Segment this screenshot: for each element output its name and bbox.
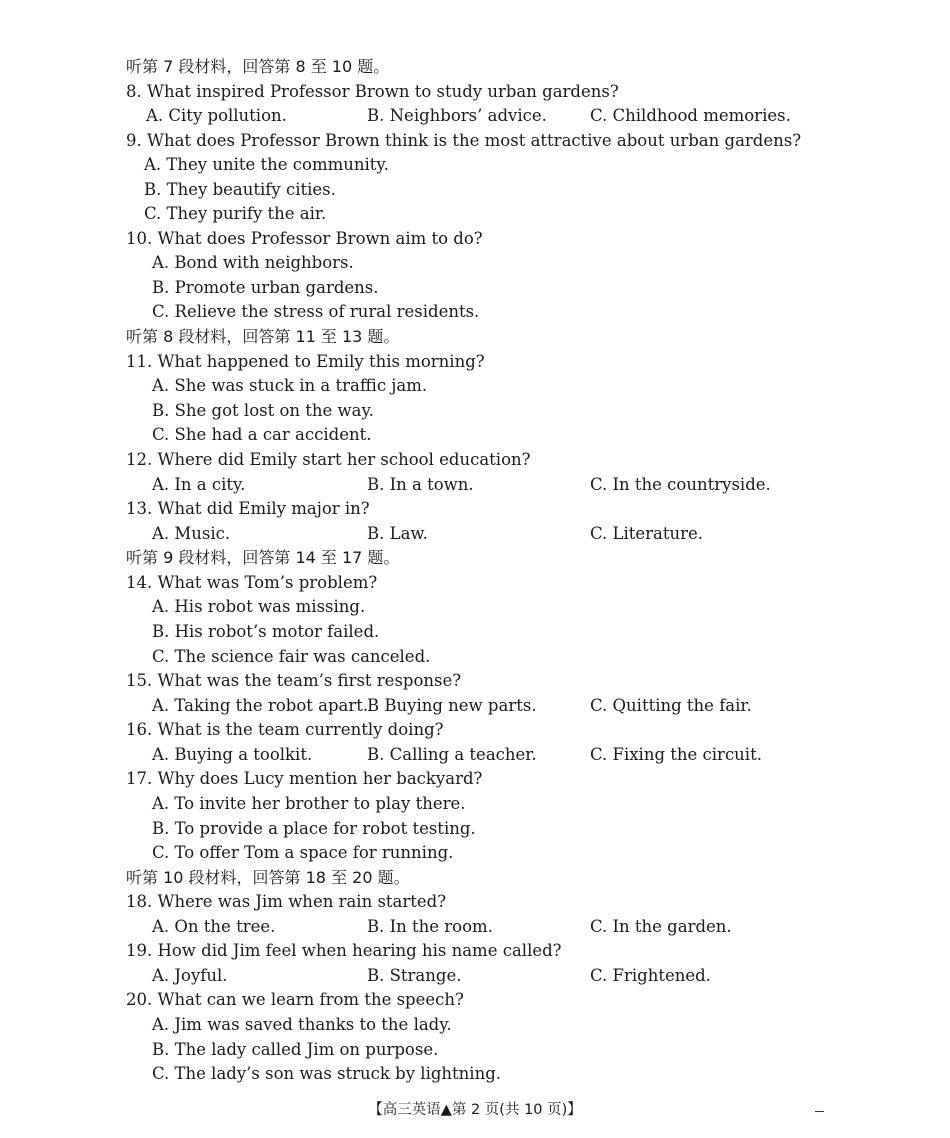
question-text: 20. What can we learn from the speech? (126, 990, 464, 1009)
option-a: A. Jim was saved thanks to the lady. (152, 1015, 452, 1034)
section-header: 听第 8 段材料，回答第 11 至 13 题。 (126, 327, 400, 346)
option-a: A. Taking the robot apart. (152, 696, 369, 715)
option-b: B. She got lost on the way. (152, 401, 374, 420)
option-b: B. To provide a place for robot testing. (152, 819, 476, 838)
question-text: 14. What was Tom’s problem? (126, 573, 378, 592)
option-c: C. The science fair was canceled. (152, 647, 431, 666)
option-b: B. Calling a teacher. (367, 745, 537, 764)
option-a: A. She was stuck in a traffic jam. (152, 376, 428, 395)
section-header: 听第 10 段材料，回答第 18 至 20 题。 (126, 868, 410, 887)
option-c: C. She had a car accident. (152, 425, 372, 444)
option-a: A. Music. (152, 524, 231, 543)
scan-mark (815, 1111, 824, 1112)
option-b: B. In a town. (367, 475, 474, 494)
question-text: 13. What did Emily major in? (126, 499, 370, 518)
option-c: C. Relieve the stress of rural residents. (152, 302, 480, 321)
option-b: B. Promote urban gardens. (152, 278, 379, 297)
question-text: 12. Where did Emily start her school education? (126, 450, 531, 469)
option-b: B. Neighbors’ advice. (367, 106, 547, 125)
option-b: B. The lady called Jim on purpose. (152, 1040, 439, 1059)
question-text: 15. What was the team’s first response? (126, 671, 462, 690)
option-a: A. They unite the community. (144, 155, 389, 174)
question-text: 9. What does Professor Brown think is the most attractive about urban gardens? (126, 131, 802, 150)
option-c: C. The lady’s son was struck by lightning. (152, 1064, 502, 1083)
option-b: B. His robot’s motor failed. (152, 622, 380, 641)
section-header: 听第 7 段材料，回答第 8 至 10 题。 (126, 57, 390, 76)
option-c: C. Childhood memories. (590, 106, 791, 125)
question-text: 18. Where was Jim when rain started? (126, 892, 447, 911)
option-c: C. They purify the air. (144, 204, 327, 223)
option-a: A. Joyful. (152, 966, 228, 985)
option-b: B Buying new parts. (367, 696, 537, 715)
option-a: A. City pollution. (146, 106, 287, 125)
page-footer: 【高三英语▲第 2 页(共 10 页)】 (368, 1102, 582, 1118)
option-c: C. In the garden. (590, 917, 732, 936)
option-c: C. Frightened. (590, 966, 711, 985)
question-text: 17. Why does Lucy mention her backyard? (126, 769, 483, 788)
option-a: A. In a city. (152, 475, 246, 494)
option-c: C. Quitting the fair. (590, 696, 752, 715)
question-text: 19. How did Jim feel when hearing his name called? (126, 941, 562, 960)
option-b: B. Strange. (367, 966, 462, 985)
question-text: 10. What does Professor Brown aim to do? (126, 229, 483, 248)
option-a: A. To invite her brother to play there. (152, 794, 466, 813)
option-b: B. They beautify cities. (144, 180, 336, 199)
option-c: C. To offer Tom a space for running. (152, 843, 454, 862)
section-header: 听第 9 段材料，回答第 14 至 17 题。 (126, 548, 400, 567)
question-text: 11. What happened to Emily this morning? (126, 352, 485, 371)
option-a: A. His robot was missing. (152, 597, 366, 616)
option-b: B. In the room. (367, 917, 493, 936)
option-a: A. Buying a toolkit. (152, 745, 313, 764)
question-text: 16. What is the team currently doing? (126, 720, 444, 739)
option-c: C. In the countryside. (590, 475, 771, 494)
option-a: A. Bond with neighbors. (152, 253, 354, 272)
option-c: C. Literature. (590, 524, 704, 543)
question-text: 8. What inspired Professor Brown to study urban gardens? (126, 82, 619, 101)
option-b: B. Law. (367, 524, 428, 543)
option-c: C. Fixing the circuit. (590, 745, 762, 764)
option-a: A. On the tree. (152, 917, 276, 936)
